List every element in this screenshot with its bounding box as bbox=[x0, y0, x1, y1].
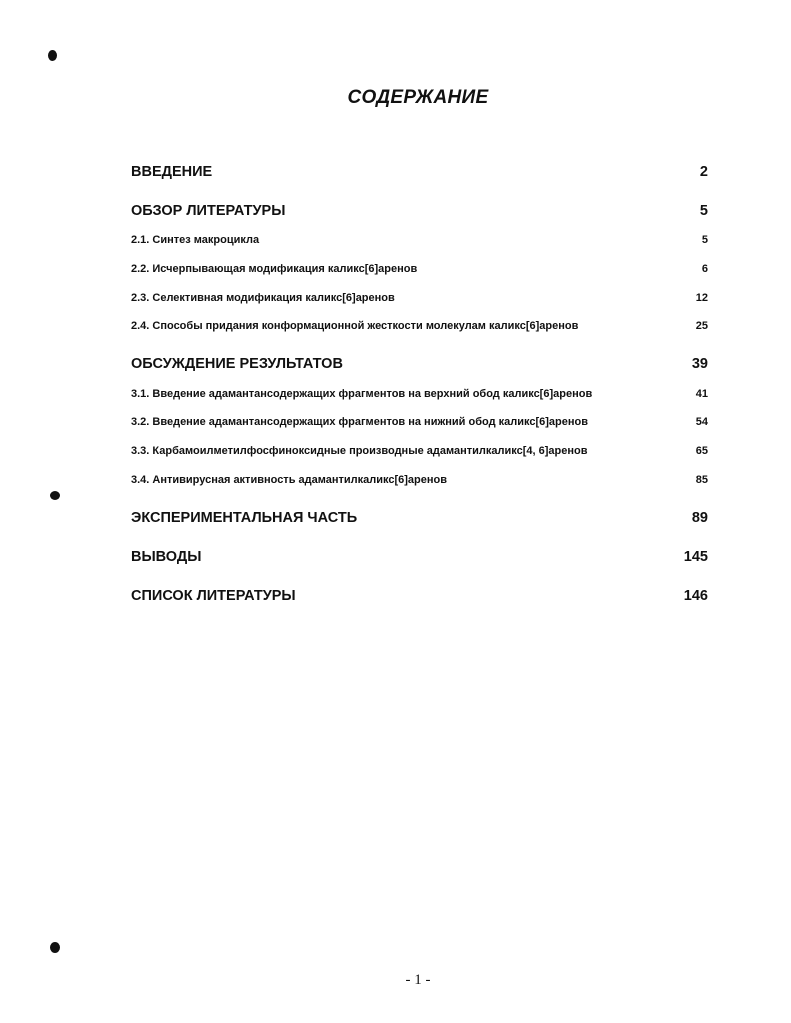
toc-subentry bbox=[131, 263, 708, 275]
toc-entry-page: 5 bbox=[701, 234, 708, 246]
toc-entry-page: 39 bbox=[691, 356, 708, 372]
toc-entry-label: СПИСОК ЛИТЕРАТУРЫ bbox=[131, 588, 296, 604]
toc-entry-page: 146 bbox=[683, 588, 708, 604]
toc-entry bbox=[131, 510, 708, 526]
toc-entry-page: 54 bbox=[695, 416, 708, 428]
scan-speck bbox=[50, 942, 60, 953]
toc-entry-label: ВЫВОДЫ bbox=[131, 549, 202, 565]
toc-entry-page: 85 bbox=[695, 474, 708, 486]
toc-entry-label: 2.2. Исчерпывающая модификация каликс[6]аренов bbox=[131, 263, 418, 275]
toc-entry-label: 2.4. Способы придания конформационной жесткости молекулам каликс[6]аренов bbox=[131, 320, 579, 332]
toc-subentry bbox=[131, 320, 708, 332]
page-number-footer: - 1 - bbox=[405, 972, 431, 988]
toc-subentry bbox=[131, 445, 708, 457]
toc-entry bbox=[131, 588, 708, 604]
toc-entry-page: 25 bbox=[695, 320, 708, 332]
toc-entry-page: 2 bbox=[699, 164, 708, 180]
toc-subentry bbox=[131, 234, 708, 246]
toc-entry-page: 89 bbox=[691, 510, 708, 526]
toc-subentry bbox=[131, 416, 708, 428]
toc-entry-label: ОБСУЖДЕНИЕ РЕЗУЛЬТАТОВ bbox=[131, 356, 343, 372]
toc-entry-label: 3.1. Введение адамантансодержащих фрагментов на верхний обод каликс[6]аренов bbox=[131, 388, 593, 400]
toc-entry-label: 2.3. Селективная модификация каликс[6]аренов bbox=[131, 292, 395, 304]
toc-entry bbox=[131, 549, 708, 565]
toc-entry-page: 145 bbox=[683, 549, 708, 565]
scan-speck bbox=[50, 491, 60, 500]
toc-subentry bbox=[131, 388, 708, 400]
toc-entry bbox=[131, 203, 708, 219]
scan-speck bbox=[48, 50, 57, 61]
toc-entry-page: 6 bbox=[701, 263, 708, 275]
toc-entry bbox=[131, 164, 708, 180]
toc-entry-page: 12 bbox=[695, 292, 708, 304]
toc-subentry bbox=[131, 292, 708, 304]
toc-entry-label: 3.3. Карбамоилметилфосфиноксидные производные адамантилкаликс[4, 6]аренов bbox=[131, 445, 588, 457]
toc-entry bbox=[131, 356, 708, 372]
toc-entry-label: 3.2. Введение адамантансодержащих фрагментов на нижний обод каликс[6]аренов bbox=[131, 416, 588, 428]
toc-entry-page: 65 bbox=[695, 445, 708, 457]
toc-entry-label: ЭКСПЕРИМЕНТАЛЬНАЯ ЧАСТЬ bbox=[131, 510, 358, 526]
page-title: СОДЕРЖАНИЕ bbox=[347, 87, 489, 108]
toc-entry-label: 3.4. Антивирусная активность адамантилкаликс[6]аренов bbox=[131, 474, 447, 486]
toc-subentry bbox=[131, 474, 708, 486]
toc-entry-page: 5 bbox=[699, 203, 708, 219]
toc-entry-label: 2.1. Синтез макроцикла bbox=[131, 234, 260, 246]
toc-entry-label: ОБЗОР ЛИТЕРАТУРЫ bbox=[131, 203, 286, 219]
toc-entry-label: ВВЕДЕНИЕ bbox=[131, 164, 213, 180]
toc-entry-page: 41 bbox=[695, 388, 708, 400]
